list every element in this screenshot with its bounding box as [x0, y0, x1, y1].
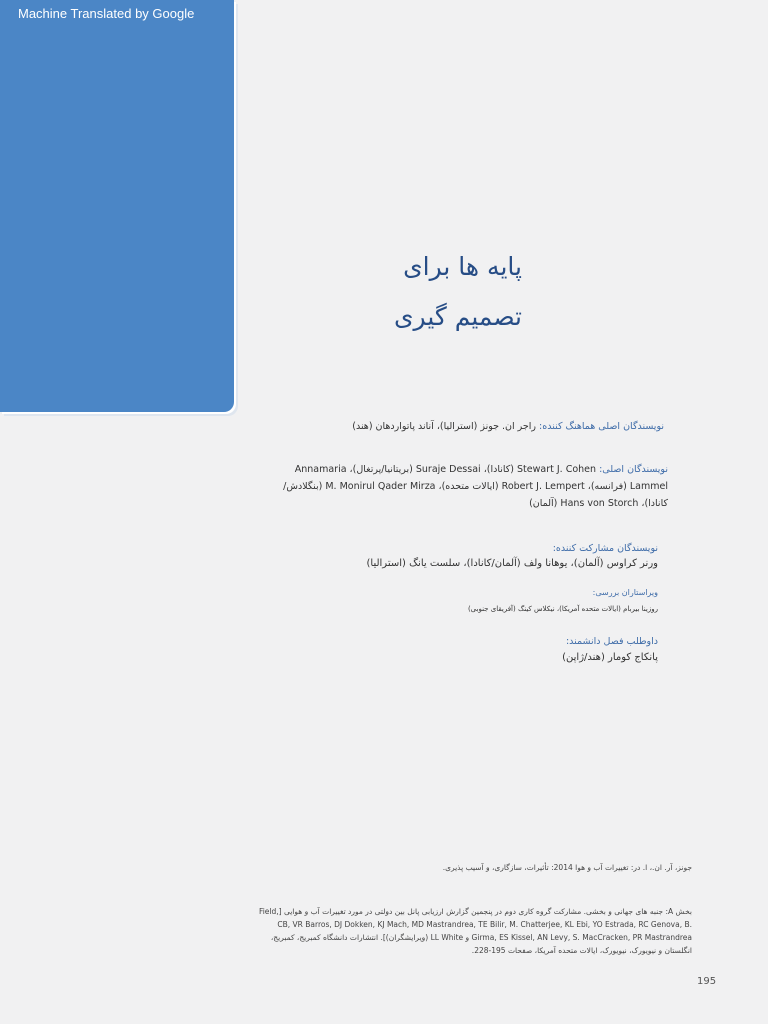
lead-authors	[258, 461, 668, 512]
blue-cover-panel	[0, 0, 234, 412]
coordinating-authors-text: راجر ان. جونز (استرالیا)، آناند پاتواردهان (هند)	[352, 421, 537, 432]
machine-translated-banner: Machine Translated by Google	[18, 6, 195, 21]
coordinating-authors	[264, 418, 664, 435]
lead-authors-label: نویسندگان اصلی:	[599, 464, 668, 475]
page-number: 195	[697, 976, 717, 987]
contributing-authors-text: ورنر کراوس (آلمان)، یوهانا ولف (آلمان/کانادا)، سلست یانگ (استرالیا)	[366, 558, 658, 569]
review-editors-label: ویراستاران بررسی:	[592, 588, 658, 597]
chapter-scientist-label: داوطلب فصل دانشمند:	[565, 636, 658, 647]
contributing-authors-label: نویسندگان مشارکت کننده:	[552, 543, 658, 554]
chapter-title-line-1: پایه ها برای	[403, 252, 522, 281]
coordinating-authors-label: نویسندگان اصلی هماهنگ کننده:	[539, 421, 664, 432]
citation-line: جونز، آر. ان.، ا. در: تغییرات آب و هوا 2014: تأثیرات، سازگاری، و آسیب پذیری.	[442, 863, 692, 872]
reference-paragraph: بخش A: جنبه های جهانی و بخشی. مشارکت گروه کاری دوم در پنجمین گزارش ارزیابی پانل بین دولتی در مورد تغییرات آب و هوایی [Field, CB, VR Barros, DJ Dokken, KJ Mach, MD Mastrandrea, TE Bilir, M. Chatterjee, KL Ebi, YO Estrada, RC Genova, B. Girma, ES Kissel, AN Levy, S. MacCracken, PR Mastrandrea و LL White (ویرایشگران)]. انتشارات دانشگاه کمبریج، کمبریج، انگلستان و نیویورک، نیویورک، ایالات متحده آمریکا، صفحات 195-228.	[258, 907, 692, 955]
review-editors-text: روزینا بیربام (ایالات متحده آمریکا)، نیکلاس کینگ (آفریقای جنوبی)	[467, 605, 658, 613]
chapter-title-line-2: تصمیم گیری	[393, 302, 522, 331]
lead-authors-text: Stewart J. Cohen (کانادا)، Suraje Dessai (بریتانیا/پرتغال)، Annamaria Lammel (فرانسه)، Robert J. Lempert (ایالات متحده)، M. Monirul Qader Mirza (بنگلادش/کانادا)، Hans von Storch (آلمان)	[283, 464, 668, 509]
chapter-scientist-text: پانکاج کومار (هند/ژاپن)	[562, 652, 658, 663]
